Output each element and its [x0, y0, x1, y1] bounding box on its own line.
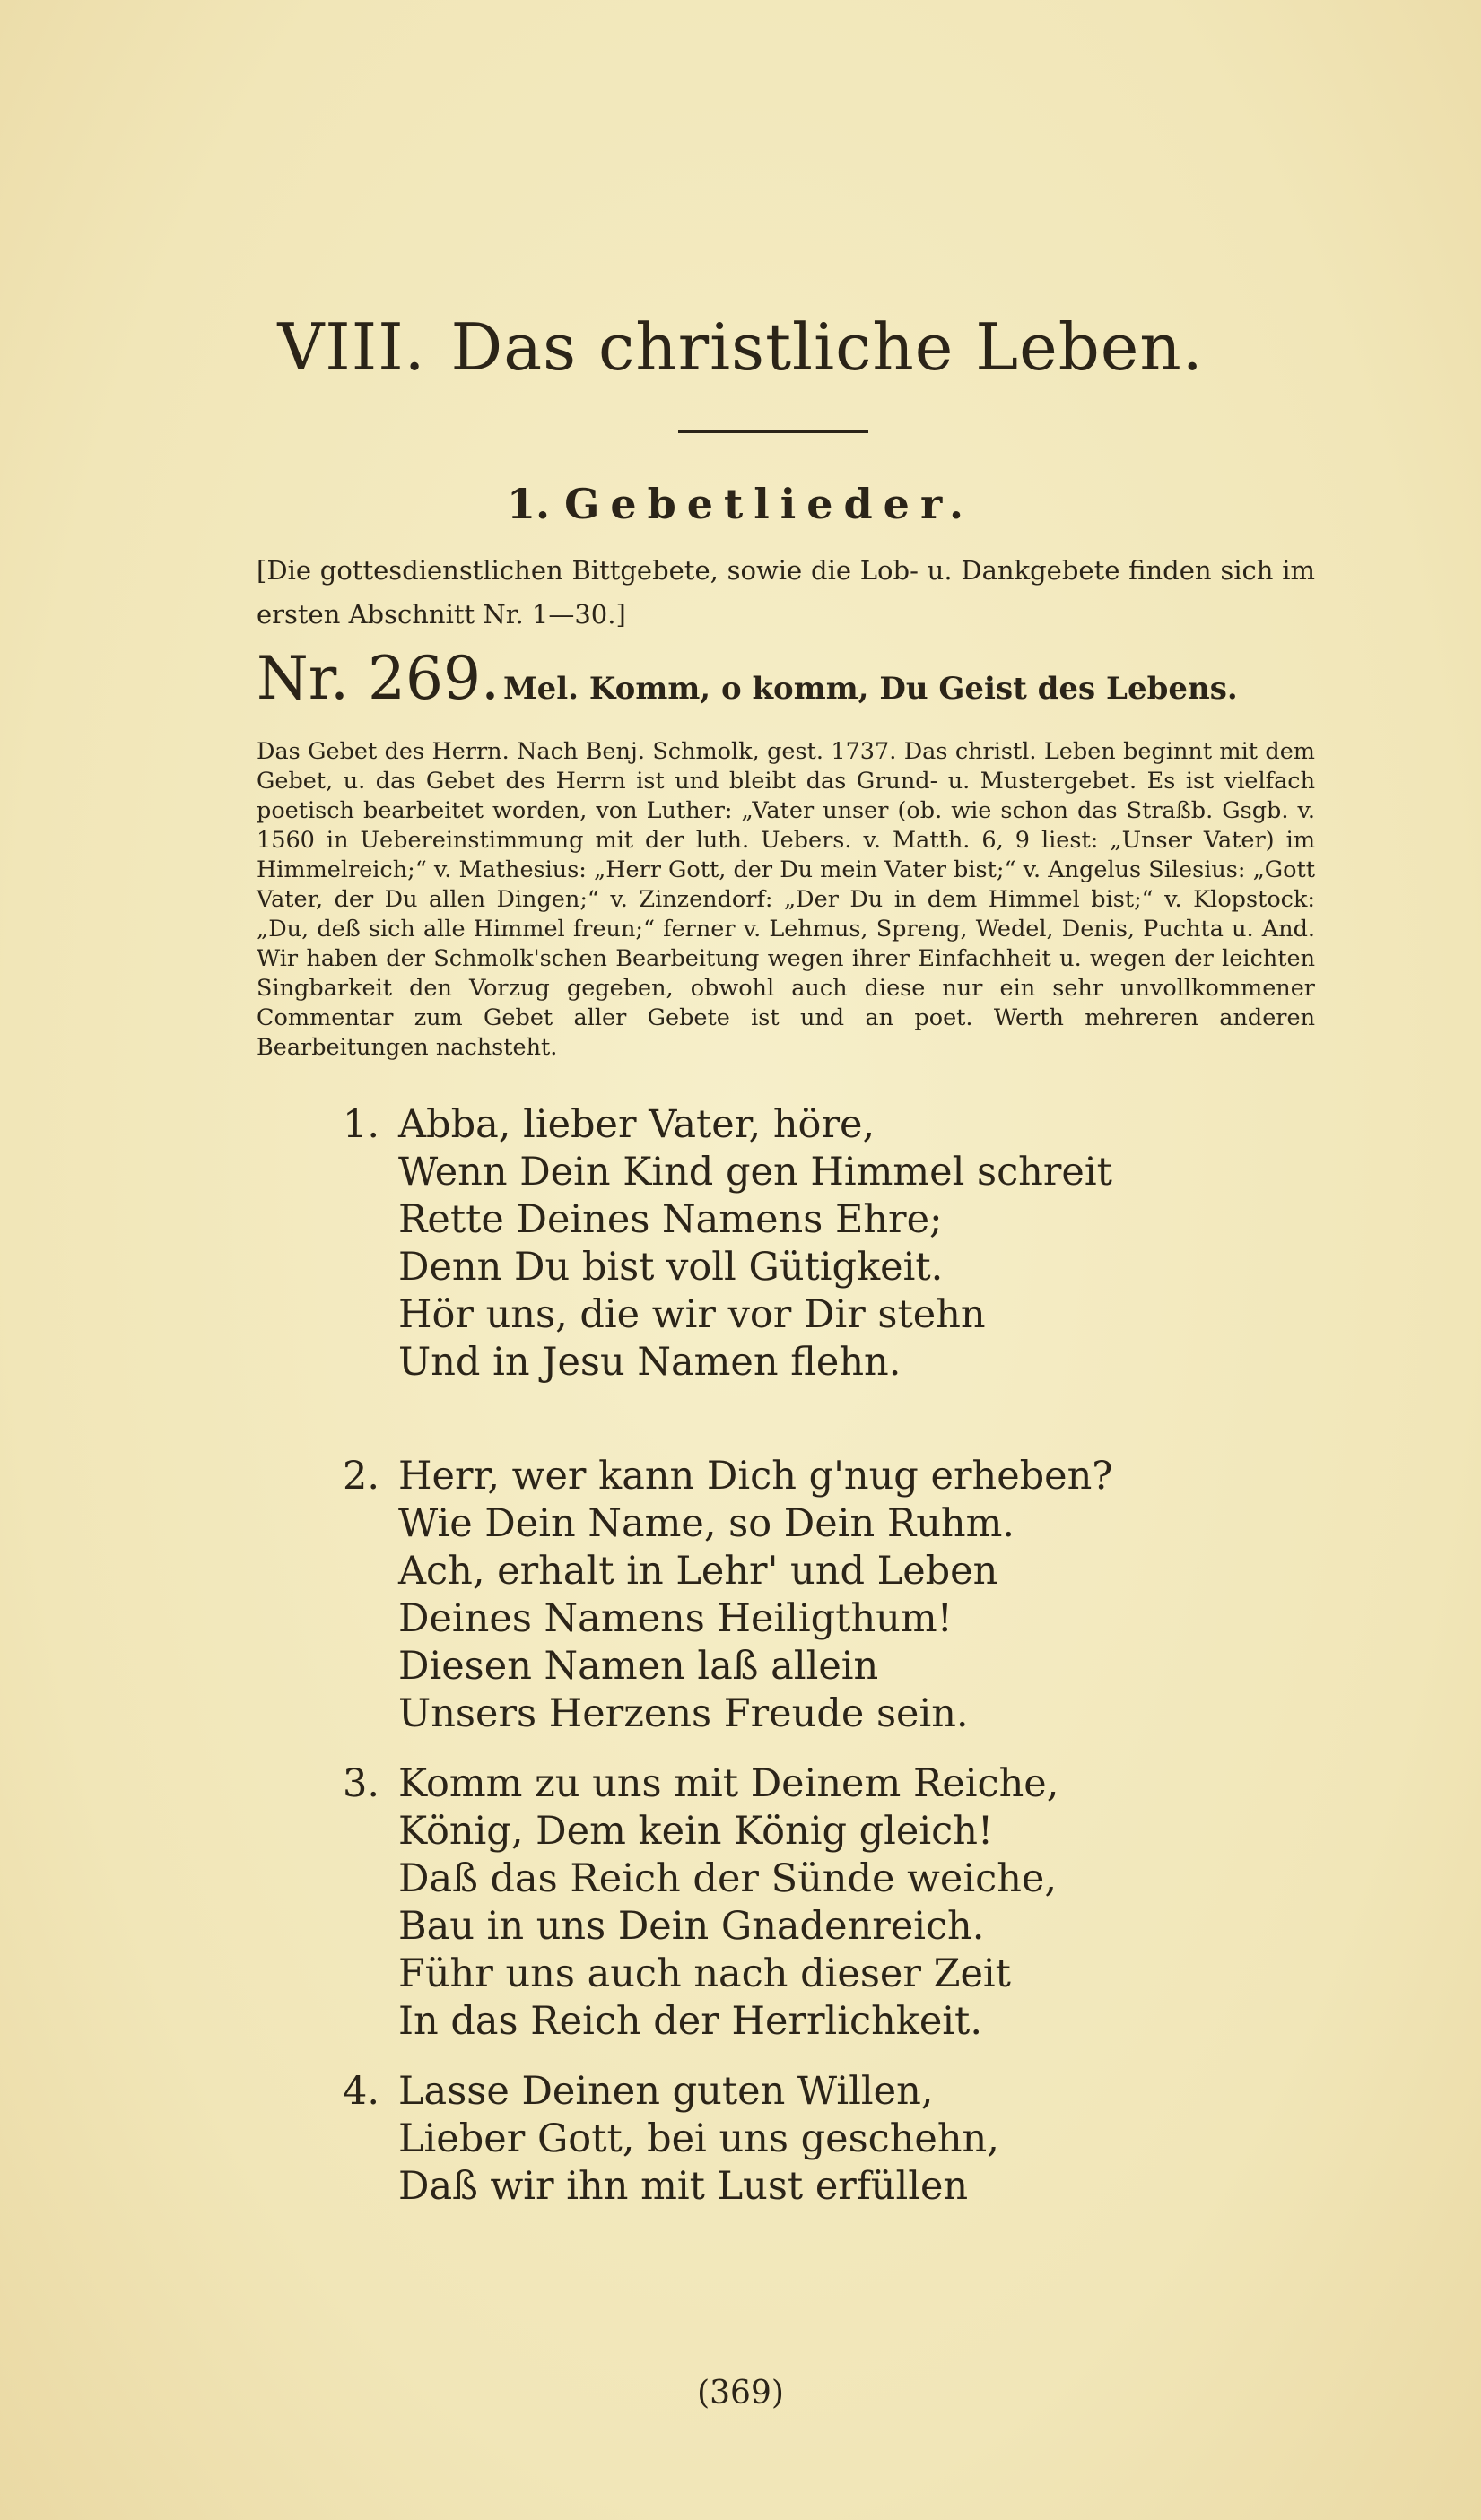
- verse-line: Rette Deines Namens Ehre;: [398, 1197, 943, 1242]
- verse-line: Deines Namens Heiligthum!: [398, 1596, 953, 1641]
- verse-line: König, Dem kein König gleich!: [398, 1809, 994, 1854]
- verse-line: Wenn Dein Kind gen Himmel schreit: [398, 1150, 1112, 1195]
- stanza-4: [343, 2068, 999, 2211]
- chapter-numeral: VIII.: [277, 309, 426, 385]
- chapter-divider: [678, 430, 868, 433]
- verse-line: Abba, lieber Vater, höre,: [398, 1102, 876, 1147]
- page-number: (369): [697, 2375, 784, 2411]
- section-title: Gebetlieder.: [564, 480, 974, 528]
- verse-line: Unsers Herzens Freude sein.: [398, 1691, 969, 1736]
- verse-line: Ach, erhalt in Lehr' und Leben: [398, 1549, 998, 1594]
- verse-line: Und in Jesu Namen flehn.: [398, 1340, 902, 1385]
- verse-line: Lieber Gott, bei uns geschehn,: [398, 2116, 999, 2161]
- verse-line: Bau in uns Dein Gnadenreich.: [398, 1904, 985, 1949]
- hymn-commentary: Das Gebet des Herrn. Nach Benj. Schmolk, gest. 1737. Das christl. Leben beginnt mit dem Gebet, u. das Gebet des Herrn ist und bleibt das Grund- u. Mustergebet. Es ist vielfach poetisch bearbeitet worden, von Luther: „Vater unser (ob. wie schon das Straßb. Gsgb. v. 1560 in Uebereinstimmung mit der luth. Uebers. v. Matth. 6, 9 liest: „Unser Vater) im Himmelreich;“ v. Mathesius: „Herr Gott, der Du mein Vater bist;“ v. Angelus Silesius: „Gott Vater, der Du allen Dingen;“ v. Zinzendorf: „Der Du in dem Himmel bist;“ v. Klopstock: „Du, deß sich alle Himmel freun;“ ferner v. Lehmus, Spreng, Wedel, Denis, Puchta u. And. Wir haben der Schmolk'schen Bearbeitung wegen ihrer Einfachheit u. wegen der leichten Singbarkeit den Vorzug gegeben, obwohl auch diese nur ein sehr unvollkommener Commentar zum Gebet aller Gebete ist und an poet. Werth mehreren anderen Bearbeitungen nachsteht.: [257, 738, 1315, 1061]
- verse-line: In das Reich der Herrlichkeit.: [398, 1999, 983, 2044]
- verse-line: Daß wir ihn mit Lust erfüllen: [398, 2164, 969, 2209]
- stanza-number: 1.: [343, 1102, 380, 1147]
- hymn-number: Nr. 269.: [257, 644, 500, 713]
- section-number: 1.: [507, 480, 551, 528]
- stanza-3: [343, 1760, 1058, 2046]
- verse-line: Komm zu uns mit Deinem Reiche,: [398, 1761, 1059, 1806]
- chapter-heading: [0, 309, 1481, 385]
- verse-line: Diesen Namen laß allein: [398, 1644, 879, 1689]
- cross-reference-note: [Die gottesdienstlichen Bittgebete, sowie die Lob- u. Dankgebete finden sich im ersten Abschnitt Nr. 1—30.]: [257, 555, 1315, 630]
- verse-line: Herr, wer kann Dich g'nug erheben?: [398, 1454, 1113, 1499]
- verse-line: Daß das Reich der Sünde weiche,: [398, 1856, 1058, 1901]
- verse-line: Lasse Deinen guten Willen,: [398, 2069, 934, 2114]
- stanza-number: 3.: [343, 1761, 380, 1806]
- section-heading: [0, 480, 1481, 528]
- chapter-title: Das christliche Leben.: [450, 309, 1204, 385]
- verse-line: Denn Du bist voll Gütigkeit.: [398, 1245, 944, 1290]
- stanza-1: [343, 1101, 1112, 1386]
- stanza-number: 2.: [343, 1454, 380, 1499]
- verse-line: Wie Dein Name, so Dein Ruhm.: [398, 1501, 1015, 1546]
- verse-line: Hör uns, die wir vor Dir stehn: [398, 1292, 986, 1337]
- hymn-header: [257, 644, 1315, 725]
- verse-line: Führ uns auch nach dieser Zeit: [398, 1951, 1011, 1996]
- stanza-number: 4.: [343, 2069, 380, 2114]
- stanza-2: [343, 1453, 1112, 1738]
- hymn-melody: Mel. Komm, o komm, Du Geist des Lebens.: [503, 671, 1238, 707]
